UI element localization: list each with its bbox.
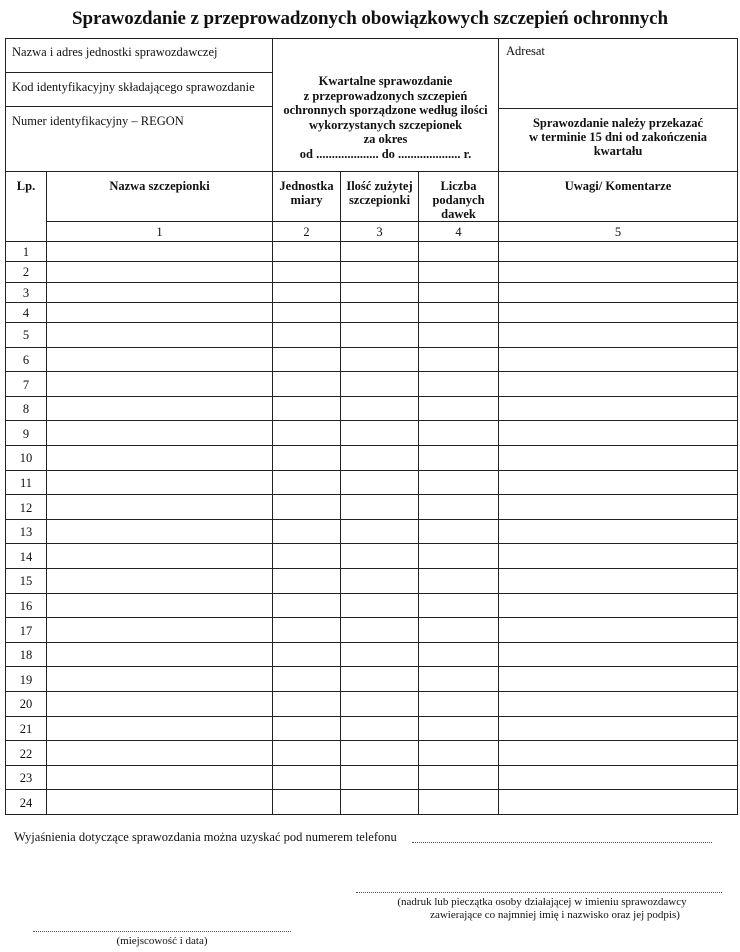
table-cell-doses[interactable] <box>419 371 498 396</box>
table-cell-quantity[interactable] <box>341 261 418 281</box>
table-cell-vaccine-name[interactable] <box>47 716 272 741</box>
table-cell-notes[interactable] <box>499 789 737 814</box>
table-cell-notes[interactable] <box>499 642 737 667</box>
col-number: 2 <box>303 225 310 239</box>
table-cell-doses[interactable] <box>419 261 498 281</box>
row-number: 22 <box>19 746 33 761</box>
table-cell-vaccine-name[interactable] <box>47 568 272 593</box>
col-header-line: szczepionki <box>348 193 411 207</box>
table-cell-unit[interactable] <box>273 347 340 372</box>
table-cell-doses[interactable] <box>419 470 498 495</box>
col-header-lp: Lp. <box>16 179 36 193</box>
table-cell-doses[interactable] <box>419 617 498 642</box>
row-number: 9 <box>22 426 30 441</box>
table-cell-unit[interactable] <box>273 371 340 396</box>
table-cell-unit[interactable] <box>273 642 340 667</box>
col-header-line: Liczba <box>440 179 477 193</box>
center-line: z przeprowadzonych szczepień <box>303 88 468 103</box>
table-cell-doses[interactable] <box>419 765 498 790</box>
row-number: 5 <box>22 328 30 343</box>
col-number: 3 <box>376 225 383 239</box>
table-cell-unit[interactable] <box>273 568 340 593</box>
table-cell-quantity[interactable] <box>341 241 418 261</box>
table-cell-quantity[interactable] <box>341 396 418 421</box>
table-cell-vaccine-name[interactable] <box>47 740 272 765</box>
row-number: 6 <box>22 352 30 367</box>
table-cell-doses[interactable] <box>419 593 498 618</box>
table-cell-vaccine-name[interactable] <box>47 302 272 322</box>
signature-caption-line: (nadruk lub pieczątka osoby działającej w imieniu sprawozdawcy <box>397 896 687 908</box>
table-cell-vaccine-name[interactable] <box>47 371 272 396</box>
table-cell-vaccine-name[interactable] <box>47 593 272 618</box>
table-cell-vaccine-name[interactable] <box>47 445 272 470</box>
table-cell-vaccine-name[interactable] <box>47 322 272 347</box>
table-cell-vaccine-name[interactable] <box>47 494 272 519</box>
table-cell-vaccine-name[interactable] <box>47 282 272 302</box>
table-cell-notes[interactable] <box>499 261 737 281</box>
header-line-2 <box>5 106 272 107</box>
signature-caption-line: zawierające co najmniej imię i nazwisko oraz jej podpis) <box>430 909 680 921</box>
table-cell-unit[interactable] <box>273 241 340 261</box>
table-cell-quantity[interactable] <box>341 740 418 765</box>
table-cell-vaccine-name[interactable] <box>47 470 272 495</box>
col-header-line: miary <box>290 193 323 207</box>
table-cell-unit[interactable] <box>273 765 340 790</box>
deadline-line: w terminie 15 dni od zakończenia <box>528 130 708 144</box>
period-field[interactable]: od .................... do .................... r. <box>299 146 472 161</box>
col-header-qty <box>341 179 418 207</box>
row-number: 24 <box>19 795 33 810</box>
table-cell-vaccine-name[interactable] <box>47 543 272 568</box>
table-cell-notes[interactable] <box>499 543 737 568</box>
table-cell-quantity[interactable] <box>341 789 418 814</box>
table-cell-unit[interactable] <box>273 543 340 568</box>
table-cell-unit[interactable] <box>273 420 340 445</box>
row-number: 4 <box>22 305 30 320</box>
addressee-field[interactable]: Adresat <box>506 44 545 58</box>
row-number: 16 <box>19 598 33 613</box>
table-cell-unit[interactable] <box>273 740 340 765</box>
table-cell-quantity[interactable] <box>341 666 418 691</box>
table-cell-notes[interactable] <box>499 445 737 470</box>
col-number: 4 <box>455 225 462 239</box>
table-cell-unit[interactable] <box>273 445 340 470</box>
table-cell-doses[interactable] <box>419 740 498 765</box>
table-cell-doses[interactable] <box>419 322 498 347</box>
col-number: 5 <box>614 225 622 239</box>
row-number: 15 <box>19 574 33 589</box>
table-cell-doses[interactable] <box>419 543 498 568</box>
row-number: 20 <box>19 697 33 712</box>
table-cell-vaccine-name[interactable] <box>47 617 272 642</box>
table-cell-quantity[interactable] <box>341 494 418 519</box>
row-number: 3 <box>22 285 30 300</box>
place-date-caption: (miejscowość i data) <box>116 935 208 947</box>
table-cell-vaccine-name[interactable] <box>47 241 272 261</box>
table-cell-doses[interactable] <box>419 716 498 741</box>
table-cell-doses[interactable] <box>419 568 498 593</box>
header-line-1 <box>5 72 272 73</box>
col-header-doses <box>419 179 498 221</box>
col-header-line: Ilość zużytej <box>346 179 413 193</box>
row-number: 12 <box>19 500 33 515</box>
report-period-block <box>273 74 498 161</box>
row-number: 19 <box>19 672 33 687</box>
signature-caption <box>356 896 728 922</box>
header-number-line <box>46 221 738 222</box>
table-cell-unit[interactable] <box>273 396 340 421</box>
col-header-line: podanych <box>432 193 485 207</box>
table-cell-vaccine-name[interactable] <box>47 420 272 445</box>
table-cell-vaccine-name[interactable] <box>47 691 272 716</box>
table-cell-quantity[interactable] <box>341 568 418 593</box>
table-cell-doses[interactable] <box>419 494 498 519</box>
id-code-field[interactable]: Kod identyfikacyjny składającego sprawozdanie <box>12 80 255 94</box>
center-line: Kwartalne sprawozdanie <box>318 74 453 88</box>
table-cell-doses[interactable] <box>419 789 498 814</box>
table-cell-doses[interactable] <box>419 519 498 544</box>
row-number: 18 <box>19 648 33 663</box>
table-cell-notes[interactable] <box>499 347 737 372</box>
table-cell-notes[interactable] <box>499 568 737 593</box>
table-cell-doses[interactable] <box>419 445 498 470</box>
table-cell-quantity[interactable] <box>341 347 418 372</box>
unit-name-field[interactable]: Nazwa i adres jednostki sprawozdawczej <box>12 45 218 59</box>
table-cell-vaccine-name[interactable] <box>47 261 272 281</box>
center-line: ochronnych sporządzone według ilości <box>283 103 488 117</box>
table-cell-notes[interactable] <box>499 593 737 618</box>
table-cell-unit[interactable] <box>273 494 340 519</box>
table-cell-vaccine-name[interactable] <box>47 789 272 814</box>
table-cell-unit[interactable] <box>273 519 340 544</box>
table-cell-vaccine-name[interactable] <box>47 519 272 544</box>
table-cell-unit[interactable] <box>273 593 340 618</box>
table-cell-quantity[interactable] <box>341 543 418 568</box>
deadline-line: Sprawozdanie należy przekazać <box>532 116 704 130</box>
header-line-3 <box>498 108 738 109</box>
row-number: 13 <box>19 525 33 540</box>
table-cell-unit[interactable] <box>273 691 340 716</box>
row-number: 8 <box>22 402 30 417</box>
center-line: wykorzystanych szczepionek <box>308 117 463 132</box>
table-cell-unit[interactable] <box>273 789 340 814</box>
table-cell-notes[interactable] <box>499 617 737 642</box>
row-number: 10 <box>19 451 33 466</box>
table-cell-notes[interactable] <box>499 691 737 716</box>
row-number: 17 <box>19 623 33 638</box>
table-cell-quantity[interactable] <box>341 519 418 544</box>
table-cell-doses[interactable] <box>419 347 498 372</box>
col-header-name: Nazwa szczepionki <box>109 179 210 193</box>
table-cell-vaccine-name[interactable] <box>47 642 272 667</box>
table-cell-quantity[interactable] <box>341 420 418 445</box>
row-number: 11 <box>19 475 33 490</box>
place-date-field[interactable] <box>33 931 291 932</box>
phone-number-field[interactable] <box>412 842 712 843</box>
table-cell-doses[interactable] <box>419 282 498 302</box>
table-cell-quantity[interactable] <box>341 371 418 396</box>
table-cell-notes[interactable] <box>499 765 737 790</box>
table-cell-quantity[interactable] <box>341 470 418 495</box>
row-number: 23 <box>19 771 33 786</box>
table-cell-notes[interactable] <box>499 470 737 495</box>
row-number: 21 <box>19 721 33 736</box>
center-line: za okres <box>363 132 408 146</box>
table-cell-vaccine-name[interactable] <box>47 765 272 790</box>
table-cell-doses[interactable] <box>419 241 498 261</box>
table-cell-notes[interactable] <box>499 494 737 519</box>
table-cell-unit[interactable] <box>273 282 340 302</box>
table-cell-notes[interactable] <box>499 666 737 691</box>
table-cell-quantity[interactable] <box>341 322 418 347</box>
document-title: Sprawozdanie z przeprowadzonych obowiązkowych szczepień ochronnych <box>72 8 668 29</box>
table-cell-quantity[interactable] <box>341 691 418 716</box>
table-cell-quantity[interactable] <box>341 282 418 302</box>
table-cell-unit[interactable] <box>273 302 340 322</box>
table-cell-notes[interactable] <box>499 302 737 322</box>
table-cell-vaccine-name[interactable] <box>47 396 272 421</box>
col-header-notes: Uwagi/ Komentarze <box>564 179 672 193</box>
table-cell-notes[interactable] <box>499 519 737 544</box>
table-cell-doses[interactable] <box>419 666 498 691</box>
deadline-line: kwartału <box>593 144 643 158</box>
table-cell-notes[interactable] <box>499 740 737 765</box>
phone-info <box>14 830 397 845</box>
table-cell-doses[interactable] <box>419 642 498 667</box>
table-cell-quantity[interactable] <box>341 617 418 642</box>
table-cell-quantity[interactable] <box>341 593 418 618</box>
row-number: 2 <box>22 265 30 280</box>
table-cell-vaccine-name[interactable] <box>47 347 272 372</box>
phone-info-text: Wyjaśnienia dotyczące sprawozdania można uzyskać pod numerem telefonu <box>14 830 397 844</box>
table-cell-unit[interactable] <box>273 322 340 347</box>
table-cell-quantity[interactable] <box>341 445 418 470</box>
table-cell-unit[interactable] <box>273 666 340 691</box>
table-cell-doses[interactable] <box>419 420 498 445</box>
table-cell-quantity[interactable] <box>341 716 418 741</box>
table-cell-notes[interactable] <box>499 282 737 302</box>
table-cell-notes[interactable] <box>499 420 737 445</box>
table-cell-doses[interactable] <box>419 302 498 322</box>
table-cell-quantity[interactable] <box>341 642 418 667</box>
signature-field[interactable] <box>356 892 722 893</box>
row-number: 7 <box>22 377 30 392</box>
table-cell-doses[interactable] <box>419 691 498 716</box>
table-cell-unit[interactable] <box>273 261 340 281</box>
col-number: 1 <box>156 225 163 239</box>
table-cell-notes[interactable] <box>499 371 737 396</box>
row-number: 14 <box>19 549 33 564</box>
table-cell-notes[interactable] <box>499 396 737 421</box>
col-header-line: Jednostka <box>279 179 334 193</box>
table-cell-unit[interactable] <box>273 617 340 642</box>
col-header-unit <box>273 179 340 207</box>
table-cell-notes[interactable] <box>499 716 737 741</box>
table-cell-notes[interactable] <box>499 322 737 347</box>
table-cell-quantity[interactable] <box>341 302 418 322</box>
table-cell-notes[interactable] <box>499 241 737 261</box>
deadline-note <box>499 116 737 158</box>
table-cell-unit[interactable] <box>273 470 340 495</box>
col-header-line: dawek <box>441 207 476 221</box>
table-cell-quantity[interactable] <box>341 765 418 790</box>
regon-field[interactable]: Numer identyfikacyjny – REGON <box>12 114 184 128</box>
row-number: 1 <box>22 245 30 260</box>
table-cell-unit[interactable] <box>273 716 340 741</box>
table-cell-vaccine-name[interactable] <box>47 666 272 691</box>
table-cell-doses[interactable] <box>419 396 498 421</box>
